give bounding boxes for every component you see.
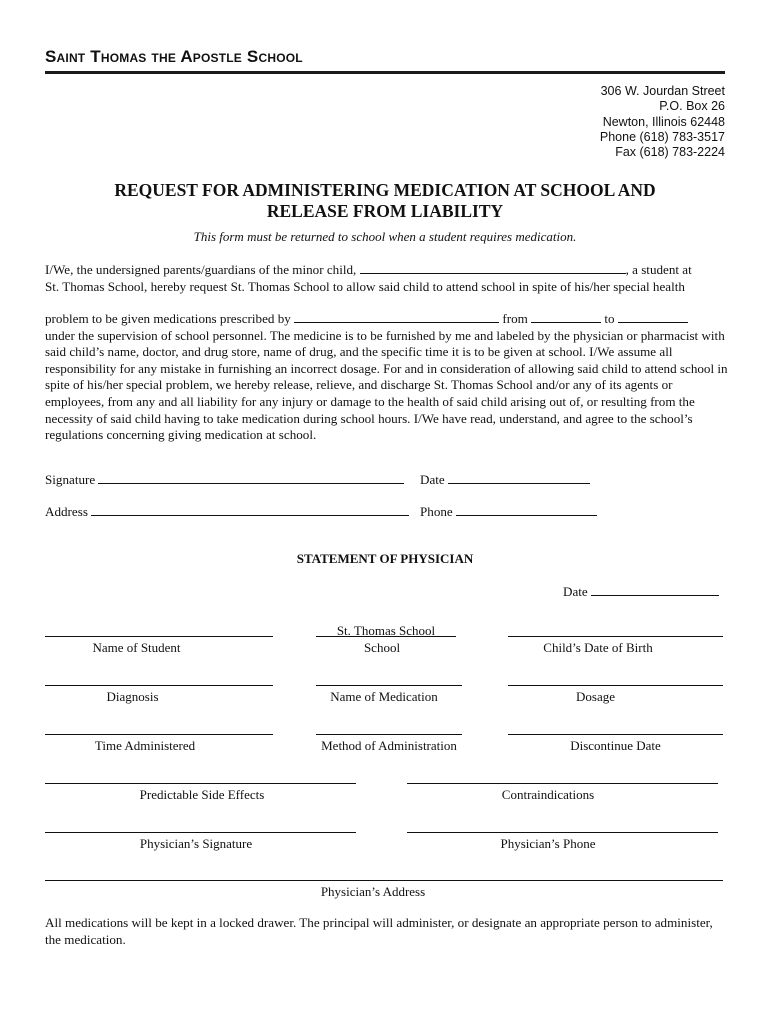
physician-date-row (563, 583, 719, 600)
phone-row (420, 503, 597, 520)
address-street: 306 W. Jourdan Street (600, 84, 725, 98)
school-field[interactable] (316, 636, 456, 637)
liability-text: under the supervision of school personnel. The medicine is to be furnished by me and labeled by the physician or pharmacist with said child’s name, doctor, and drug store, name of drug, and the specific time it is to be given at school. I/We assume all responsibility for any mistake in furnishing an incorrect dosage. For and in consideration of allowing said child to attend school in spite of his/her special problem, we hereby release, relieve, and discharge St. Thomas School and/or any of its agents or employees, from any and all liability for any injury or damage to the health of said child arising out of, or resulting from the necessity of said child having to take medication during school hours. I/We have read, understand, and agree to the school’s regulations concerning giving medication at school. (45, 327, 728, 443)
diagnosis-field[interactable] (45, 685, 273, 686)
school-address (600, 84, 725, 160)
signature-label: Signature (45, 472, 96, 487)
form-title-line1: REQUEST FOR ADMINISTERING MEDICATION AT SCHOOL AND (114, 180, 656, 200)
signature-date-label: Date (420, 472, 445, 487)
dosage-label: Dosage (576, 689, 615, 704)
phone-field[interactable] (456, 503, 597, 516)
physician-signature-field[interactable] (45, 832, 356, 833)
phone-label: Phone (420, 504, 453, 519)
method-field[interactable] (316, 734, 462, 735)
physician-address-field[interactable] (45, 880, 723, 881)
side-effects-label: Predictable Side Effects (139, 787, 265, 802)
address-label: Address (45, 504, 88, 519)
physician-phone-field[interactable] (407, 832, 718, 833)
header-rule (45, 71, 725, 74)
address-row (45, 503, 409, 520)
physician-address-label: Physician’s Address (320, 884, 426, 899)
form-subtitle: This form must be returned to school when a student requires medication. (193, 229, 577, 244)
school-value: St. Thomas School (336, 623, 436, 638)
form-title-line2: RELEASE FROM LIABILITY (266, 201, 504, 221)
child-dob-field[interactable] (508, 636, 723, 637)
address-phone: Phone (618) 783-3517 (599, 129, 725, 144)
method-label: Method of Administration (321, 738, 457, 753)
from-date-field[interactable] (531, 310, 601, 323)
signature-row (45, 471, 404, 488)
physician-heading: STATEMENT OF PHYSICIAN (296, 551, 474, 566)
student-name-field[interactable] (45, 636, 273, 637)
child-name-field[interactable] (360, 261, 626, 274)
physician-date-field[interactable] (591, 583, 719, 596)
child-dob-label: Child’s Date of Birth (543, 640, 653, 655)
form-title (45, 180, 725, 222)
school-name: Saint Thomas the Apostle School (45, 47, 303, 66)
signature-date-row (420, 471, 590, 488)
diagnosis-label: Diagnosis (106, 689, 159, 704)
medication-name-field[interactable] (316, 685, 462, 686)
contraindications-field[interactable] (407, 783, 718, 784)
liability-paragraph (45, 310, 730, 444)
to-label: to (604, 311, 615, 326)
address-po-box: P.O. Box 26 (659, 99, 725, 114)
address-city: Newton, Illinois 62448 (602, 114, 725, 129)
prescribed-by-text: problem to be given medications prescribed by (45, 311, 291, 326)
contraindications-label: Contraindications (501, 787, 595, 802)
footer-note: All medications will be kept in a locked drawer. The principal will administer, or designate an appropriate person to administer, the medication. (45, 915, 713, 947)
physician-phone-label: Physician’s Phone (500, 836, 596, 851)
dosage-field[interactable] (508, 685, 723, 686)
signature-date-field[interactable] (448, 471, 590, 484)
to-date-field[interactable] (618, 310, 688, 323)
physician-signature-label: Physician’s Signature (139, 836, 253, 851)
address-field[interactable] (91, 503, 409, 516)
request-paragraph (45, 261, 730, 295)
request-text-start: I/We, the undersigned parents/guardians of the minor child, (45, 262, 357, 277)
discontinue-date-field[interactable] (508, 734, 723, 735)
physician-date-label: Date (563, 584, 588, 599)
request-text-line2: St. Thomas School, hereby request St. Thomas School to allow said child to attend school in spite of his/her special health (45, 278, 685, 294)
request-text-student: , a student at (625, 262, 692, 277)
signature-field[interactable] (98, 471, 404, 484)
time-administered-label: Time Administered (94, 738, 196, 753)
time-administered-field[interactable] (45, 734, 273, 735)
side-effects-field[interactable] (45, 783, 356, 784)
medication-name-label: Name of Medication (330, 689, 438, 704)
prescriber-field[interactable] (294, 310, 499, 323)
name-of-student-label: Name of Student (92, 640, 181, 655)
address-fax: Fax (618) 783-2224 (615, 145, 725, 160)
school-label: School (363, 640, 401, 655)
discontinue-date-label: Discontinue Date (570, 738, 661, 753)
from-label: from (502, 311, 528, 326)
